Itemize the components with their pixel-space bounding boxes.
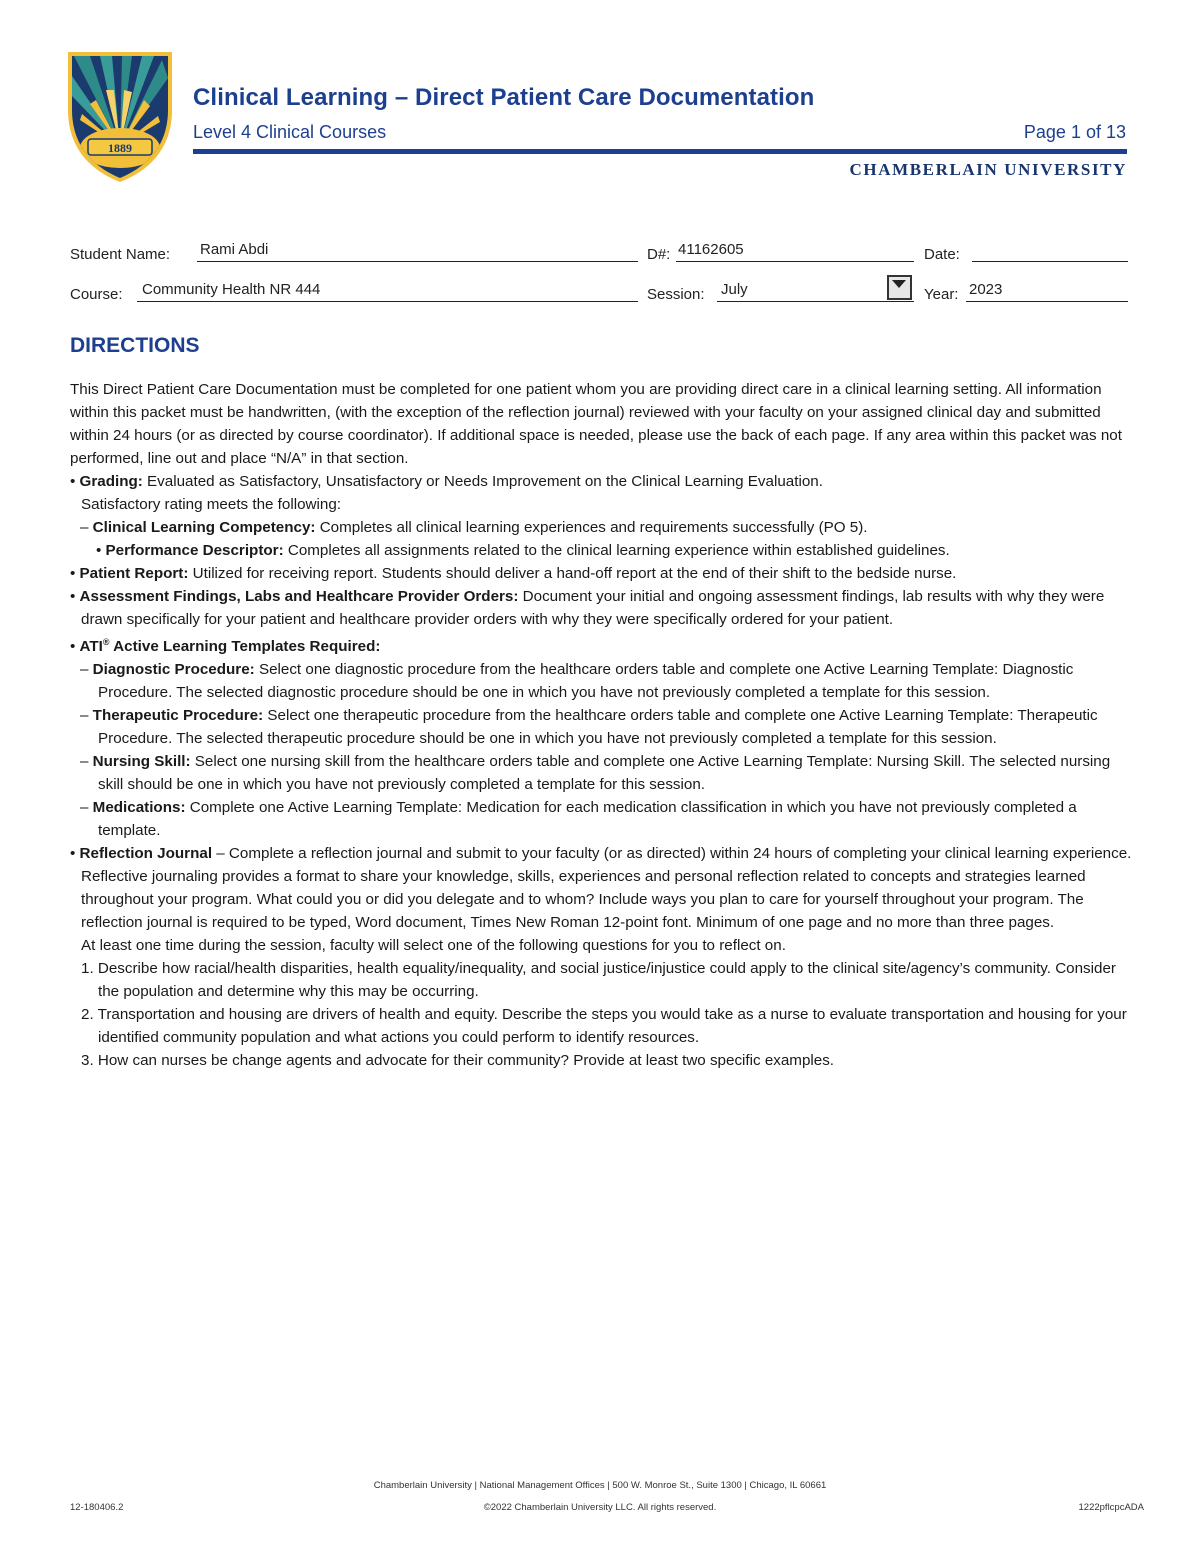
question-item: 2. Transportation and housing are drivers of health and equity. Describe the steps you would take as a nurse to evaluate transportation and housing for your identified community population and what actions you could perform to identify resources. bbox=[81, 1006, 1127, 1047]
student-name-underline bbox=[197, 261, 638, 262]
header-rule bbox=[193, 149, 1127, 154]
logo-year: 1889 bbox=[108, 141, 132, 155]
ati-item: • ATI® Active Learning Templates Required: bbox=[70, 637, 381, 656]
session-underline bbox=[717, 301, 914, 302]
medications-text: Complete one Active Learning Template: Medication for each medication classification in which you have not previously completed a template. bbox=[98, 799, 1077, 840]
descriptor-label: Performance Descriptor: bbox=[105, 542, 284, 559]
journal-label: Reflection Journal bbox=[79, 845, 213, 863]
session-label: Session: bbox=[647, 286, 705, 303]
journal-item: • Reflection Journal – Complete a reflection journal and submit to your faculty (or as directed) within 24 hours of completing your clinical learning experience. Reflective journaling provides a format to share your knowledge, skills, experiences and personal reflection related to concepts and strategies learned throughout your program. What could you or did you delegate and to whom? Include ways you plan to care for yourself throughout your program. The reflection journal is required to be typed, Word document, Times New Roman 12-point font. Minimum of one page and no more than three pages. bbox=[70, 845, 1132, 932]
footer-address: Chamberlain University | National Management Offices | 500 W. Monroe St., Suite 1300 | Chicago, IL 60661 bbox=[373, 1480, 827, 1491]
diagnostic-text: Select one diagnostic procedure from the healthcare orders table and complete one Active Learning Template: Diagnostic Procedure. The selected diagnostic procedure should be one in which you have not previously completed a template for this session. bbox=[98, 661, 1074, 702]
diagnostic-item: – Diagnostic Procedure: Select one diagnostic procedure from the healthcare orders table and complete one Active Learning Template: Diagnostic Procedure. The selected diagnostic procedure should be one in which you have not previously completed a template for this session. bbox=[80, 661, 1074, 702]
session-dropdown-button[interactable] bbox=[887, 275, 912, 300]
question-text: How can nurses be change agents and advocate for their community? Provide at least two specific examples. bbox=[97, 1052, 835, 1070]
question-item: 3. How can nurses be change agents and advocate for their community? Provide at least two specific examples. bbox=[81, 1052, 835, 1070]
chamberlain-logo bbox=[66, 50, 174, 182]
competency-item: – Clinical Learning Competency: Completes all clinical learning experiences and requirements successfully (PO 5). bbox=[80, 519, 868, 536]
ati-name: ATI bbox=[79, 638, 103, 656]
id-label: D#: bbox=[647, 246, 671, 263]
date-underline bbox=[972, 261, 1128, 262]
directions-body bbox=[70, 378, 1134, 1072]
skill-item: – Nursing Skill: Select one nursing skill from the healthcare orders table and complete one Active Learning Template: Nursing Skill. The selected nursing skill should be one in which you have not previously completed a template for this session. bbox=[80, 753, 1111, 794]
question-item: 1. Describe how racial/health disparities, health equality/inequality, and social justice/injustice could apply to the clinical site/agency’s community. Consider the population and determine why this may be occurring. bbox=[81, 960, 1116, 1001]
date-label: Date: bbox=[924, 246, 960, 263]
page-indicator: Page 1 of 13 bbox=[1023, 122, 1126, 142]
findings-text: Document your initial and ongoing assessment findings, lab results with why they were drawn specifically for your patient and healthcare provider orders with why they were specifically ordered for your patient. bbox=[81, 588, 1105, 628]
grading-text-2: Satisfactory rating meets the following: bbox=[81, 496, 341, 513]
competency-text: Completes all clinical learning experiences and requirements successfully (PO 5). bbox=[315, 519, 868, 536]
skill-text: Select one nursing skill from the healthcare orders table and complete one Active Learning Template: Nursing Skill. The selected nursing skill should be one in which you have not previously completed a template for this session. bbox=[98, 753, 1111, 794]
footer-copyright: ©2022 Chamberlain University LLC. All rights reserved. bbox=[483, 1502, 717, 1513]
grading-label: Grading: bbox=[79, 473, 143, 490]
report-text: Utilized for receiving report. Students should deliver a hand-off report at the end of their shift to the bedside nurse. bbox=[188, 565, 957, 582]
id-field[interactable]: 41162605 bbox=[678, 241, 744, 258]
therapeutic-text: Select one therapeutic procedure from the healthcare orders table and complete one Active Learning Template: Therapeutic Procedure. The selected therapeutic procedure should be one in which you have not previously completed a template for this session. bbox=[98, 707, 1098, 748]
student-name-field[interactable]: Rami Abdi bbox=[200, 241, 269, 258]
footer-code-left: 12-180406.2 bbox=[70, 1502, 124, 1513]
report-label: Patient Report: bbox=[79, 565, 189, 582]
year-underline bbox=[966, 301, 1128, 302]
diagnostic-label: Diagnostic Procedure: bbox=[92, 661, 255, 679]
therapeutic-item: – Therapeutic Procedure: Select one therapeutic procedure from the healthcare orders table and complete one Active Learning Template: Therapeutic Procedure. The selected therapeutic procedure should be one in which you have not previously completed a template for this session. bbox=[80, 707, 1098, 748]
ati-label bbox=[80, 638, 381, 655]
competency-label: Clinical Learning Competency: bbox=[92, 519, 316, 536]
year-field[interactable]: 2023 bbox=[969, 281, 1003, 298]
document-title: Clinical Learning – Direct Patient Care Documentation bbox=[193, 84, 815, 111]
findings-item: • Assessment Findings, Labs and Healthcare Provider Orders: Document your initial and ongoing assessment findings, lab results with why they were drawn specifically for your patient and healthcare provider orders with why they were specifically ordered for your patient. bbox=[70, 588, 1105, 628]
ati-label-rest: Active Learning Templates Required: bbox=[109, 638, 381, 656]
course-underline bbox=[137, 301, 638, 302]
journal-text: – Complete a reflection journal and submit to your faculty (or as directed) within 24 hours of completing your clinical learning experience. Reflective journaling provides a format to share your knowledge, skills, experiences and personal reflection related to concepts and strategies learned throughout your program. What could you or did you delegate and to whom? Include ways you plan to care for yourself throughout your program. The reflection journal is required to be typed, Word document, Times New Roman 12-point font. Minimum of one page and no more than three pages. bbox=[81, 845, 1132, 932]
course-label: Course: bbox=[70, 286, 123, 303]
chevron-down-icon bbox=[892, 280, 906, 288]
descriptor-item: • Performance Descriptor: Completes all assignments related to the clinical learning experience within established guidelines. bbox=[96, 542, 950, 559]
report-item: • Patient Report: Utilized for receiving report. Students should deliver a hand-off report at the end of their shift to the bedside nurse. bbox=[70, 565, 957, 582]
therapeutic-label: Therapeutic Procedure: bbox=[92, 707, 264, 725]
directions-intro: This Direct Patient Care Documentation must be completed for one patient whom you are providing direct care in a clinical learning setting. All information within this packet must be handwritten, (with the exception of the reflection journal) reviewed with your faculty on your assigned clinical day and submitted within 24 hours (or as directed by course coordinator). If additional space is needed, please use the back of each page. If any area within this packet was not performed, line out and place “N/A” in that section. bbox=[70, 381, 1122, 467]
session-select[interactable]: July bbox=[721, 281, 748, 298]
directions-heading: DIRECTIONS bbox=[70, 334, 200, 357]
year-label: Year: bbox=[924, 286, 959, 303]
grading-item: • Grading: Evaluated as Satisfactory, Unsatisfactory or Needs Improvement on the Clinical Learning Evaluation. bbox=[70, 473, 823, 490]
question-text: Transportation and housing are drivers of health and equity. Describe the steps you would take as a nurse to evaluate transportation and housing for your identified community population and what actions you could perform to identify resources. bbox=[97, 1006, 1127, 1047]
student-name-label: Student Name: bbox=[70, 246, 171, 263]
medications-item: – Medications: Complete one Active Learning Template: Medication for each medication classification in which you have not previously completed a template. bbox=[80, 799, 1077, 840]
findings-label: Assessment Findings, Labs and Healthcare Provider Orders: bbox=[79, 588, 519, 605]
ati-registered-mark: ® bbox=[102, 637, 110, 647]
footer-code-right: 1222pflcpcADA bbox=[1078, 1502, 1144, 1513]
descriptor-text: Completes all assignments related to the clinical learning experience within established guidelines. bbox=[283, 542, 950, 559]
document-subtitle: Level 4 Clinical Courses bbox=[193, 122, 387, 142]
question-text: Describe how racial/health disparities, health equality/inequality, and social justice/injustice could apply to the clinical site/agency’s community. Consider the population and determine why this may be occurring. bbox=[97, 960, 1116, 1001]
grading-text: Evaluated as Satisfactory, Unsatisfactory or Needs Improvement on the Clinical Learning Evaluation. bbox=[142, 473, 823, 490]
journal-prompt: At least one time during the session, faculty will select one of the following questions for you to reflect on. bbox=[81, 937, 786, 955]
skill-label: Nursing Skill: bbox=[92, 753, 191, 771]
course-field[interactable]: Community Health NR 444 bbox=[142, 281, 321, 298]
medications-label: Medications: bbox=[92, 799, 186, 817]
id-underline bbox=[676, 261, 914, 262]
university-name: CHAMBERLAIN UNIVERSITY bbox=[849, 160, 1127, 179]
